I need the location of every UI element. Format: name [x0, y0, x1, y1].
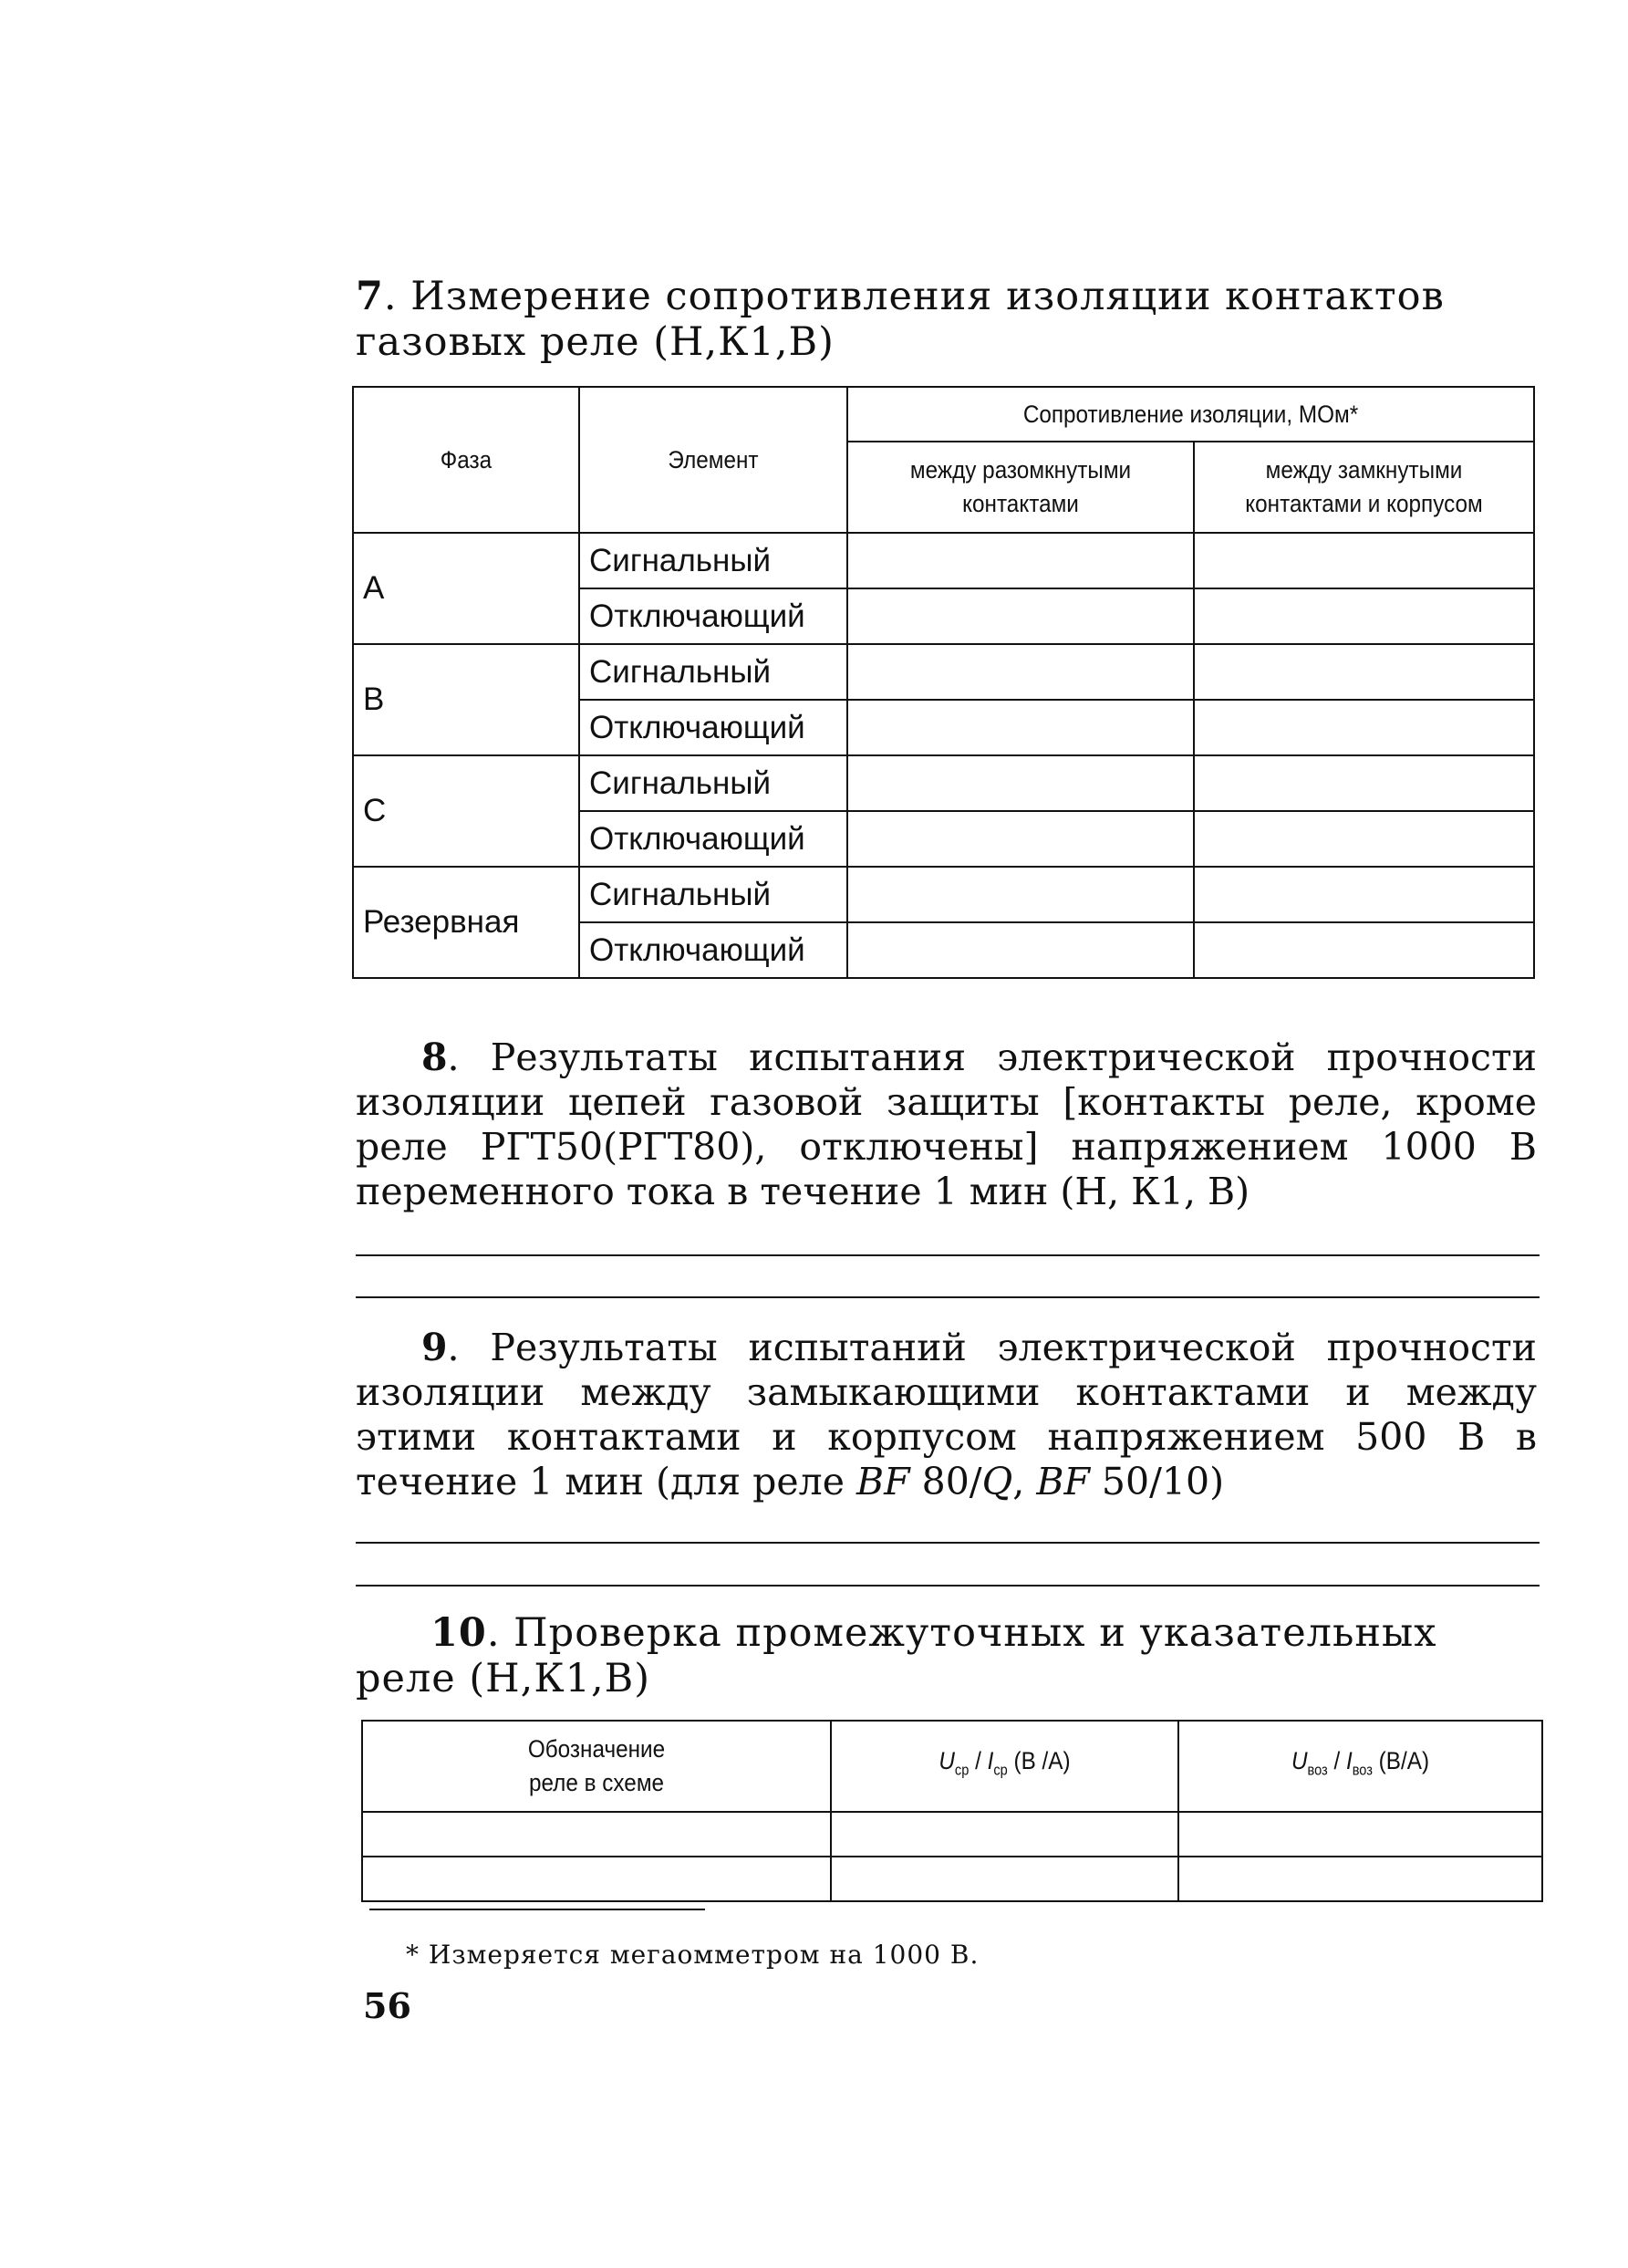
element-cell: Сигнальный: [579, 755, 847, 811]
relay-type-1: BF: [856, 1460, 910, 1503]
table-row: [362, 1812, 1542, 1857]
trip-i-subscript: ср: [993, 1762, 1008, 1779]
section-9-paragraph: [356, 1326, 1537, 1504]
value-cell[interactable]: [1178, 1857, 1542, 1901]
section-9-text-d: 50/10): [1089, 1460, 1225, 1503]
element-cell: Отключающий: [579, 588, 847, 644]
element-cell: Сигнальный: [579, 533, 847, 588]
header-return: [1178, 1721, 1542, 1812]
element-cell: Отключающий: [579, 811, 847, 867]
trip-unit: (В /А): [1007, 1747, 1071, 1775]
value-cell[interactable]: [362, 1857, 831, 1901]
table-header-row: [353, 387, 1534, 442]
value-cell[interactable]: [847, 755, 1194, 811]
page-number: 56: [363, 1985, 411, 2026]
phase-cell: А: [353, 533, 579, 644]
phase-cell: Резервная: [353, 867, 579, 978]
section-8-text: . Результаты испытания электрической прочности изоляции цепей газовой защиты [контакты реле, кроме реле РГТ50(РГТ80), отключены] напряжением 1000 В переменного тока в течение 1 мин (Н, К1, В): [356, 1035, 1537, 1213]
value-cell[interactable]: [831, 1857, 1178, 1901]
return-i-symbol: I: [1345, 1747, 1353, 1775]
footnote: * Измеряется мегаомметром на 1000 В.: [406, 1940, 980, 1970]
return-u-symbol: U: [1291, 1747, 1308, 1775]
table-header-row: [362, 1721, 1542, 1812]
value-cell[interactable]: [847, 588, 1194, 644]
value-cell[interactable]: [831, 1812, 1178, 1857]
relay-check-table: [361, 1720, 1543, 1902]
trip-i-symbol: I: [987, 1747, 994, 1775]
value-cell[interactable]: [1194, 922, 1534, 978]
relay-type-2: BF: [1036, 1460, 1090, 1503]
answer-line[interactable]: [356, 1585, 1540, 1587]
element-cell: Отключающий: [579, 922, 847, 978]
section-10-title-text: . Проверка промежуточных и указательных реле (Н,К1,В): [356, 1610, 1437, 1701]
section-8-paragraph: [356, 1035, 1537, 1214]
value-cell[interactable]: [1194, 644, 1534, 700]
header-resistance: Сопротивление изоляции, МОм*: [847, 387, 1534, 442]
element-cell: Сигнальный: [579, 644, 847, 700]
header-phase: Фаза: [353, 387, 579, 533]
phase-cell: С: [353, 755, 579, 867]
table-row: [353, 533, 1534, 588]
section-8-number: 8: [421, 1035, 448, 1079]
value-cell[interactable]: [847, 867, 1194, 922]
value-cell[interactable]: [1178, 1812, 1542, 1857]
answer-line[interactable]: [356, 1542, 1540, 1544]
return-unit: (В/А): [1372, 1747, 1430, 1775]
answer-line[interactable]: [356, 1254, 1540, 1256]
value-cell[interactable]: [1194, 811, 1534, 867]
trip-separator: /: [969, 1747, 988, 1775]
section-9-text-c: ,: [1012, 1460, 1037, 1503]
return-separator: /: [1327, 1747, 1346, 1775]
return-u-subscript: воз: [1307, 1762, 1328, 1779]
answer-line[interactable]: [356, 1296, 1540, 1298]
insulation-resistance-table: [352, 386, 1535, 979]
section-10-number: 10: [430, 1610, 487, 1656]
value-cell[interactable]: [847, 700, 1194, 755]
section-9-number: 9: [421, 1326, 448, 1369]
header-trip: [831, 1721, 1178, 1812]
relay-type-1-suffix: Q: [981, 1460, 1013, 1503]
header-element: Элемент: [579, 387, 847, 533]
value-cell[interactable]: [1194, 700, 1534, 755]
section-10-title: [356, 1610, 1541, 1701]
value-cell[interactable]: [1194, 867, 1534, 922]
section-7-title-text: . Измерение сопротивления изоляции контактов газовых реле (Н,К1,В): [356, 274, 1445, 365]
section-9-text-b: 80/: [909, 1460, 982, 1503]
value-cell[interactable]: [362, 1812, 831, 1857]
table-row: [353, 644, 1534, 700]
element-cell: Отключающий: [579, 700, 847, 755]
value-cell[interactable]: [847, 922, 1194, 978]
trip-u-symbol: U: [938, 1747, 955, 1775]
table-row: [353, 867, 1534, 922]
footnote-separator: [369, 1909, 705, 1910]
value-cell[interactable]: [1194, 755, 1534, 811]
value-cell[interactable]: [847, 644, 1194, 700]
table-row: [353, 755, 1534, 811]
header-closed-contacts: между замкнутыми контактами и корпусом: [1194, 442, 1534, 533]
value-cell[interactable]: [1194, 533, 1534, 588]
section-7-number: 7: [356, 274, 384, 319]
header-open-contacts: между разомкнутыми контактами: [847, 442, 1194, 533]
element-cell: Сигнальный: [579, 867, 847, 922]
return-i-subscript: воз: [1352, 1762, 1373, 1779]
table-row: [362, 1857, 1542, 1901]
section-7-title: [356, 274, 1541, 365]
phase-cell: В: [353, 644, 579, 755]
value-cell[interactable]: [1194, 588, 1534, 644]
section-9-text: . Результаты испытаний электрической прочности изоляции между замыкающими контактами и между этими контактами и корпусом напряжением 500 В в течение 1 мин (для реле: [356, 1326, 1537, 1503]
header-designation: Обозначение реле в схеме: [362, 1721, 831, 1812]
value-cell[interactable]: [847, 811, 1194, 867]
trip-u-subscript: ср: [954, 1762, 970, 1779]
value-cell[interactable]: [847, 533, 1194, 588]
